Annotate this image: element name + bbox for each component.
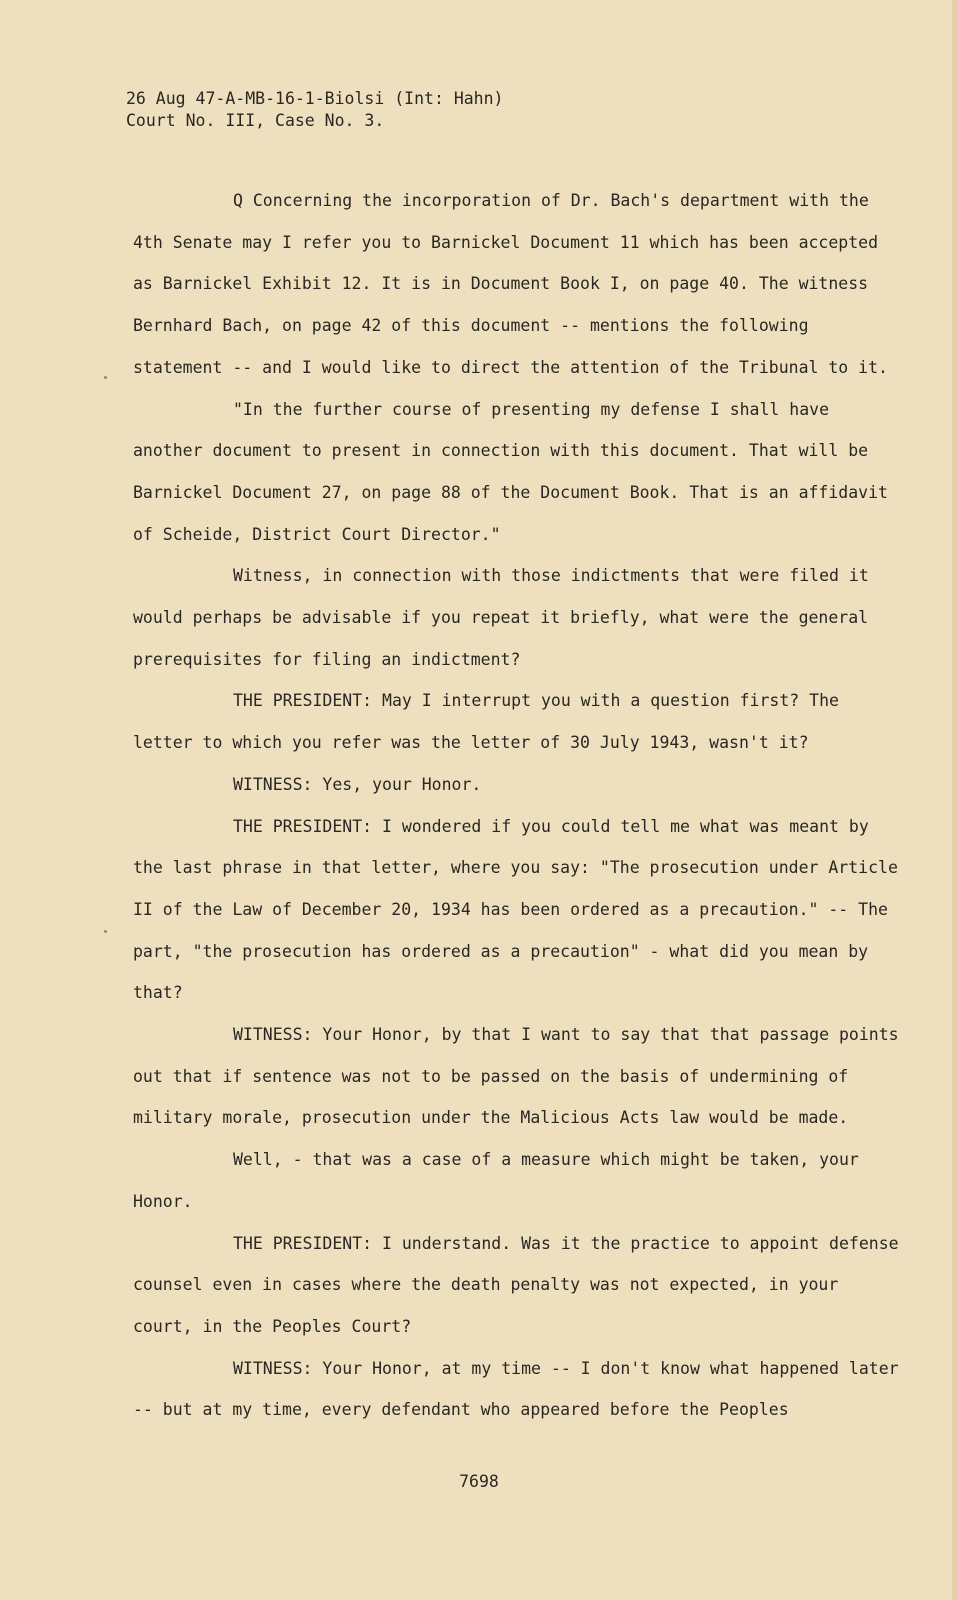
paragraph: THE PRESIDENT: May I interrupt you with a question first? The letter to which you refer was the letter of 30 July 1943, wasn't it? <box>133 691 839 753</box>
paragraph: WITNESS: Your Honor, by that I want to say that that passage points out that if sentence was not to be passed on the basis of undermining of military morale, prosecution under the Malicious Acts law would be made. <box>133 1025 899 1128</box>
header-line-2: Court No. III, Case No. 3. <box>126 111 385 130</box>
paragraph: THE PRESIDENT: I understand. Was it the practice to appoint defense counsel even in cases where the death penalty was not expected, in your court, in the Peoples Court? <box>133 1233 899 1336</box>
paper-mark <box>104 930 107 933</box>
transcript-body <box>133 180 903 1431</box>
paragraph: Well, - that was a case of a measure which might be taken, your Honor. <box>133 1150 859 1211</box>
paragraph: WITNESS: Your Honor, at my time -- I don't know what happened later -- but at my time, every defendant who appeared before the Peoples <box>133 1358 899 1420</box>
document-header <box>126 88 504 132</box>
header-line-1: 26 Aug 47-A-MB-16-1-Biolsi (Int: Hahn) <box>126 89 504 108</box>
paragraph: Q Concerning the incorporation of Dr. Bach's department with the 4th Senate may I refer you to Barnickel Document 11 which has been accepted as Barnickel Exhibit 12. It is in Document Book I, on page 40. The witness Bernhard Bach, on page 42 of this document -- mentions the following statement -- and I would like to direct the attention of the Tribunal to it. <box>133 191 888 377</box>
paragraph: "In the further course of presenting my defense I shall have another document to present in connection with this document. That will be Barnickel Document 27, on page 88 of the Document Book. That is an affidavit of Scheide, District Court Director." <box>133 399 888 544</box>
paper-mark <box>104 376 107 379</box>
paragraph: WITNESS: Yes, your Honor. <box>233 774 482 794</box>
paragraph: Witness, in connection with those indictments that were filed it would perhaps be advisable if you repeat it briefly, what were the general prerequisites for filing an indictment? <box>133 566 869 669</box>
paragraph: THE PRESIDENT: I wondered if you could tell me what was meant by the last phrase in that letter, where you say: "The prosecution under Article II of the Law of December 20, 1934 has been ordered as a precaution." -- The part, "the prosecution has ordered as a precaution" - what did you mean by that? <box>133 816 898 1003</box>
page-number: 7698 <box>459 1472 499 1491</box>
